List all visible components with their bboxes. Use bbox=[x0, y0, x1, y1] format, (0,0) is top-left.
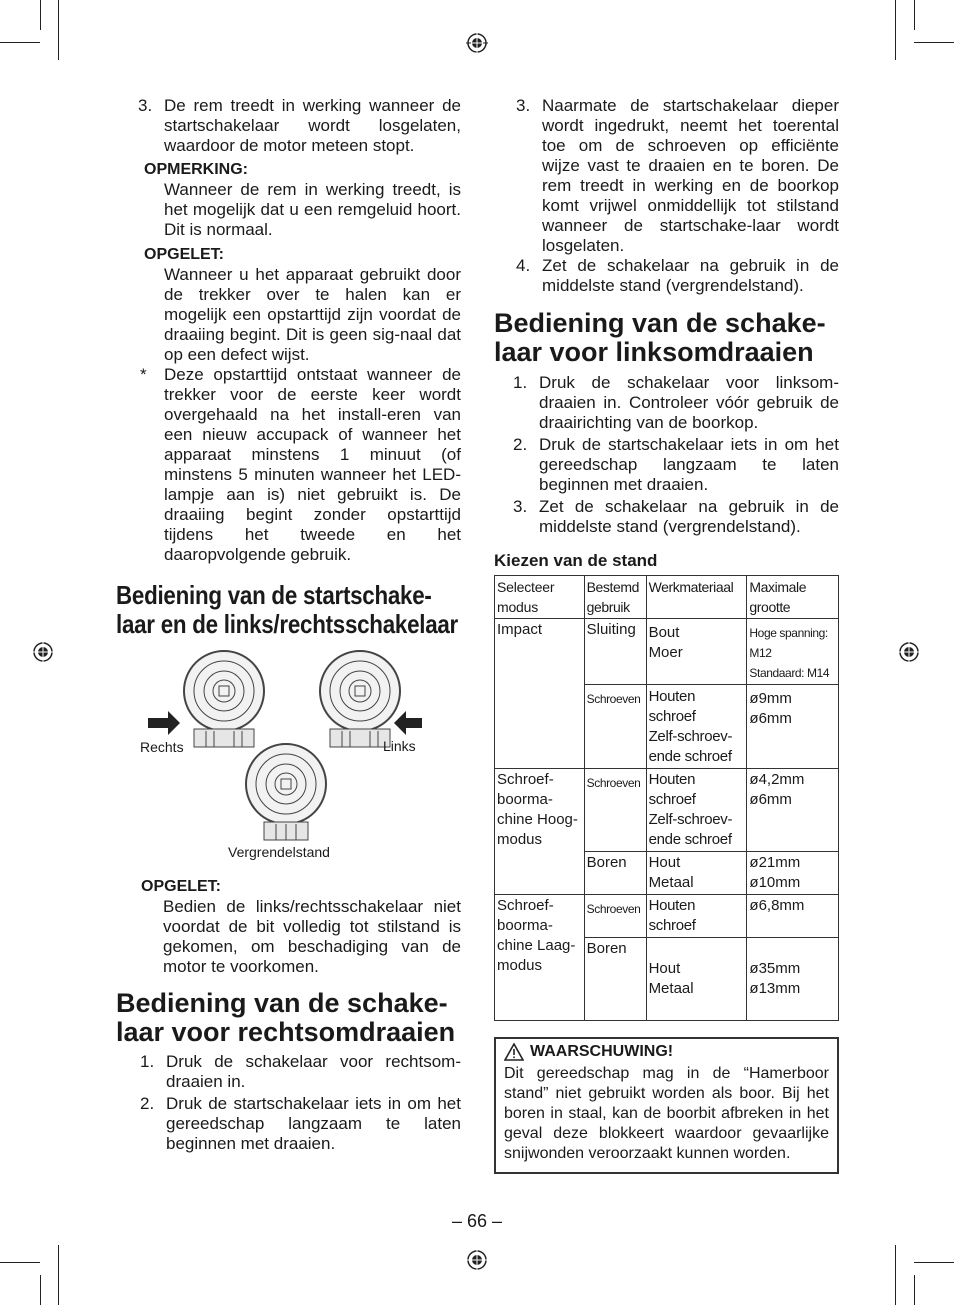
list-item bbox=[140, 1052, 461, 1092]
table-title: Kiezen van de stand bbox=[494, 551, 658, 570]
table-cell: ø4,2mm ø6mm bbox=[747, 769, 839, 852]
arrow-right-icon bbox=[148, 711, 180, 735]
caution-block bbox=[141, 877, 461, 977]
item-text: Druk de schakelaar voor linksom-draaien in. Controleer vóór gebruik de draairichting van de boorkop. bbox=[539, 373, 839, 432]
list-item bbox=[516, 256, 839, 296]
warning-box bbox=[494, 1037, 839, 1174]
list-item bbox=[513, 373, 839, 433]
item-number: 3. bbox=[513, 497, 528, 516]
table-cell: Houten schroef Zelf-schroev-ende schroef bbox=[646, 769, 747, 852]
caution-text: Wanneer u het apparaat gebruikt door de trekker over te halen kan er mogelijk een opstarttijd zijn voordat de draaiing begint. Dit is geen sig-naal dat op een defect wijst. bbox=[164, 265, 461, 364]
table-cell: ø9mm ø6mm bbox=[747, 685, 839, 769]
registration-mark-icon bbox=[898, 641, 920, 663]
note-text: Wanneer de rem in werking treedt, is het mogelijk dat u een remgeluid hoort. Dit is normaal. bbox=[164, 180, 461, 239]
item-number: 1. bbox=[513, 373, 528, 392]
table-cell: Hout Metaal bbox=[646, 852, 747, 895]
item-number: 2. bbox=[513, 435, 528, 454]
caution-label: OPGELET: bbox=[141, 878, 222, 895]
crop-mark bbox=[0, 42, 40, 43]
registration-mark-icon bbox=[466, 32, 488, 54]
item-number: 4. bbox=[516, 256, 531, 275]
table-cell: ø6,8mm bbox=[747, 895, 839, 938]
table-cell: Hoge spanning: M12 Standaard: M14 bbox=[747, 619, 839, 685]
page-number: – 66 – bbox=[451, 1211, 503, 1231]
asterisk-note bbox=[140, 365, 461, 565]
item-number: 3. bbox=[516, 96, 531, 115]
crop-mark bbox=[0, 1262, 40, 1263]
asterisk-mark: * bbox=[140, 365, 147, 384]
item-text: Zet de schakelaar na gebruik in de middelste stand (vergrendelstand). bbox=[539, 497, 839, 536]
caution-text: Bedien de links/rechtsschakelaar niet voordat de bit volledig tot stilstand is gekomen, om beschadiging van de motor te voorkomen. bbox=[163, 897, 461, 976]
registration-mark-icon bbox=[32, 641, 54, 663]
crop-mark bbox=[914, 0, 915, 30]
registration-mark-icon bbox=[466, 1249, 488, 1271]
asterisk-text: Deze opstarttijd ontstaat wanneer de trekker voor de eerste keer wordt overgehaald na het install-eren van een nieuw accupack of wanneer het apparaat minstens 1 minuut (of minstens 5 minuten wanneer het LED-lampje aan is) niet gebruikt is. De draaiing begint zonder opstarttijd tijdens het tweede en het daaropvolgende gebruik. bbox=[164, 365, 461, 564]
crop-mark bbox=[895, 1245, 896, 1305]
table-header: Maximale grootte bbox=[747, 576, 839, 619]
item-number: 1. bbox=[140, 1052, 155, 1071]
section-heading: Bediening van de startschake-laar en de links/rechtsschakelaar bbox=[116, 580, 458, 639]
item-text: Druk de startschakelaar iets in om het gereedschap langzaam te laten beginnen met draaien. bbox=[539, 435, 839, 494]
list-item bbox=[140, 1094, 461, 1154]
caution-label: OPGELET: bbox=[144, 246, 225, 263]
table-row bbox=[495, 769, 839, 852]
table-cell: Schroeven bbox=[584, 895, 646, 938]
section-heading: Bediening van de schake-laar voor linksomdraaien bbox=[494, 308, 826, 367]
table-cell: Impact bbox=[495, 619, 585, 769]
steps-list bbox=[140, 1052, 461, 1154]
table-cell: ø35mm ø13mm bbox=[747, 938, 839, 1021]
table-header: Selecteer modus bbox=[495, 576, 585, 619]
table-cell: Houten schroef bbox=[646, 895, 747, 938]
warning-title-text: WAARSCHUWING! bbox=[530, 1043, 674, 1060]
table-cell: Schroeven bbox=[584, 769, 646, 852]
table-header-row bbox=[495, 576, 839, 619]
crop-mark bbox=[895, 0, 896, 60]
table-cell: Bout Moer bbox=[646, 619, 747, 685]
table-header: Werkmateriaal bbox=[646, 576, 747, 619]
note-block bbox=[144, 160, 461, 240]
item-text: Naarmate de startschakelaar dieper wordt ingedrukt, neemt het toerental toe om de schroeven op efficiënte wijze vast te draaien en te boren. De rem treedt in werking en de boorkop komt vrijwel onmiddellijk tot stilstand wanneer de startschake-laar wordt losgelaten. bbox=[542, 96, 839, 255]
steps-list bbox=[513, 373, 839, 537]
table-cell: Hout Metaal bbox=[646, 938, 747, 1021]
table-row bbox=[495, 895, 839, 938]
table-header: Bestemd gebruik bbox=[584, 576, 646, 619]
item-text: Druk de startschakelaar iets in om het gereedschap langzaam te laten beginnen met draaien. bbox=[166, 1094, 461, 1153]
figure-label-links: Links bbox=[383, 738, 416, 754]
figure-label-vergrendelstand: Vergrendelstand bbox=[228, 844, 330, 860]
section-heading: Bediening van de schake-laar voor rechtsomdraaien bbox=[116, 988, 456, 1047]
crop-mark bbox=[40, 0, 41, 30]
list-item bbox=[513, 497, 839, 537]
figure-label-rechts: Rechts bbox=[140, 739, 184, 755]
warning-title bbox=[504, 1043, 829, 1061]
switch-figure bbox=[116, 649, 461, 859]
item-text: Zet de schakelaar na gebruik in de middelste stand (vergrendelstand). bbox=[542, 256, 839, 295]
table-cell: Schroef-boorma-chine Hoog-modus bbox=[495, 769, 585, 895]
crop-mark bbox=[58, 1245, 59, 1305]
table-cell: Boren bbox=[584, 852, 646, 895]
item-text: Druk de schakelaar voor rechtsom-draaien in. bbox=[166, 1052, 461, 1091]
warning-triangle-icon bbox=[504, 1043, 524, 1061]
crop-mark bbox=[40, 1275, 41, 1305]
crop-mark bbox=[914, 1262, 954, 1263]
table-cell: Boren bbox=[584, 938, 646, 1021]
list-item bbox=[138, 96, 461, 156]
table-cell: Houten schroef Zelf-schroev-ende schroef bbox=[646, 685, 747, 769]
note-label: OPMERKING: bbox=[144, 161, 248, 178]
arrow-left-icon bbox=[394, 711, 422, 735]
warning-text: Dit gereedschap mag in de “Hamerboor stand” niet gebruikt worden als boor. Bij het boren in staal, kan de boorbit afbreken in het geval deze blokkeert waardoor gevaarlijke snijwonden veroorzaakt kunnen worden. bbox=[504, 1065, 829, 1162]
table-cell: Schroeven bbox=[584, 685, 646, 769]
table-row bbox=[495, 619, 839, 685]
crop-mark bbox=[914, 42, 954, 43]
list-item bbox=[516, 96, 839, 256]
list-item bbox=[513, 435, 839, 495]
item-number: 3. bbox=[138, 96, 153, 115]
caution-block bbox=[144, 245, 461, 365]
right-column bbox=[494, 96, 839, 1174]
table-cell: Schroef-boorma-chine Laag-modus bbox=[495, 895, 585, 1021]
table-cell: ø21mm ø10mm bbox=[747, 852, 839, 895]
table-cell: Sluiting bbox=[584, 619, 646, 685]
crop-mark bbox=[58, 0, 59, 60]
crop-mark bbox=[914, 1275, 915, 1305]
item-text: De rem treedt in werking wanneer de startschakelaar wordt losgelaten, waardoor de motor meteen stopt. bbox=[164, 96, 461, 155]
left-column bbox=[116, 96, 461, 1154]
item-number: 2. bbox=[140, 1094, 155, 1113]
mode-table bbox=[494, 575, 839, 1021]
